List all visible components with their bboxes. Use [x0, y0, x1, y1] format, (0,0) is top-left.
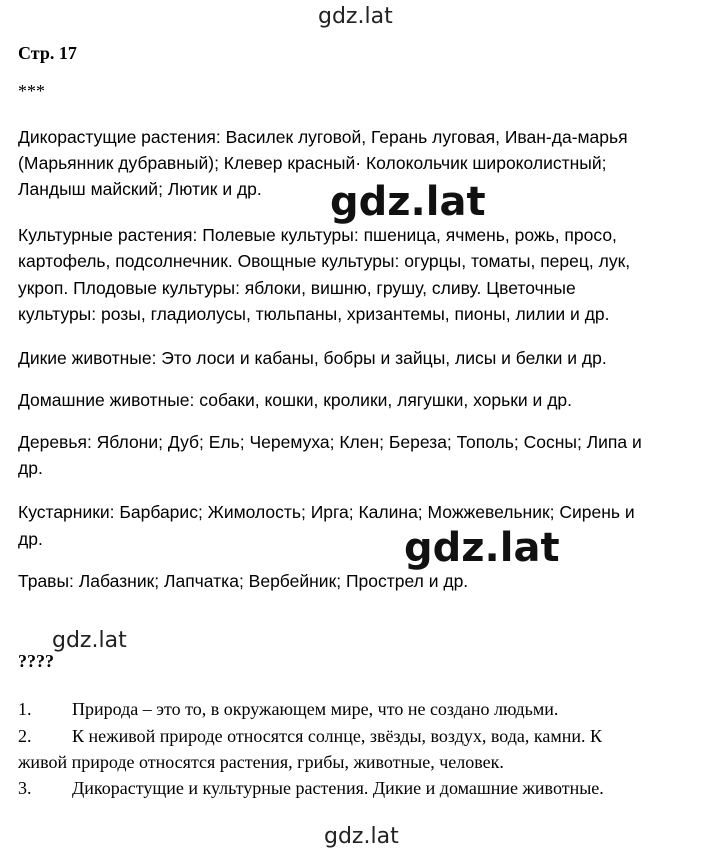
text-line: картофель, подсолнечник. Овощные культуры: огурцы, томаты, перец, лук, [18, 251, 631, 271]
text-line: Ландыш майский; Лютик и др. [18, 179, 262, 199]
text-line: др. [18, 529, 43, 549]
list-item-text: Природа – это то, в окружающем мире, что не создано людьми. [72, 699, 559, 719]
text-line: Кустарники: Барбарис; Жимолость; Ирга; Калина; Можжевельник; Сирень и [18, 502, 635, 522]
paragraph-grasses: Травы: Лабазник; Лапчатка; Вербейник; Прострел и др. [18, 571, 469, 591]
stars-divider: *** [18, 81, 45, 101]
text-line: Культурные растения: Полевые культуры: пшеница, ячмень, рожь, просо, [18, 225, 617, 245]
watermark-top: gdz.lat [318, 4, 393, 29]
watermark-center-1: gdz.lat [330, 179, 486, 225]
list-item-text: Дикорастущие и культурные растения. Дикие и домашние животные. [72, 778, 604, 798]
list-item-text: К неживой природе относятся солнце, звёзды, воздух, вода, камни. К [72, 726, 603, 746]
text-line: Деревья: Яблони; Дуб; Ель; Черемуха; Клен; Береза; Тополь; Сосны; Липа и [18, 432, 642, 452]
watermark-left: gdz.lat [52, 628, 127, 653]
page-heading: Стр. 17 [18, 43, 77, 63]
questions-heading: ???? [18, 651, 54, 671]
text-line: Дикорастущие растения: Василек луговой, Герань луговая, Иван-да-марья [18, 127, 628, 147]
text-line: (Марьянник дубравный); Клевер красный· Колокольчик широколистный; [18, 153, 607, 173]
watermark-bottom: gdz.lat [324, 824, 399, 849]
watermark-center-2: gdz.lat [404, 525, 560, 571]
paragraph-wild-animals: Дикие животные: Это лоси и кабаны, бобры и зайцы, лисы и белки и др. [18, 348, 607, 368]
text-line: культуры: розы, гладиолусы, тюльпаны, хризантемы, пионы, лилии и др. [18, 304, 610, 324]
list-item-number: 2. [18, 726, 32, 746]
list-item-number: 1. [18, 699, 32, 719]
paragraph-domestic-animals: Домашние животные: собаки, кошки, кролики, лягушки, хорьки и др. [18, 390, 573, 410]
list-item-number: 3. [18, 778, 32, 798]
text-line: др. [18, 458, 43, 478]
list-item-text: живой природе относятся растения, грибы, животные, человек. [18, 752, 504, 772]
text-line: укроп. Плодовые культуры: яблоки, вишню, грушу, сливу. Цветочные [18, 278, 576, 298]
